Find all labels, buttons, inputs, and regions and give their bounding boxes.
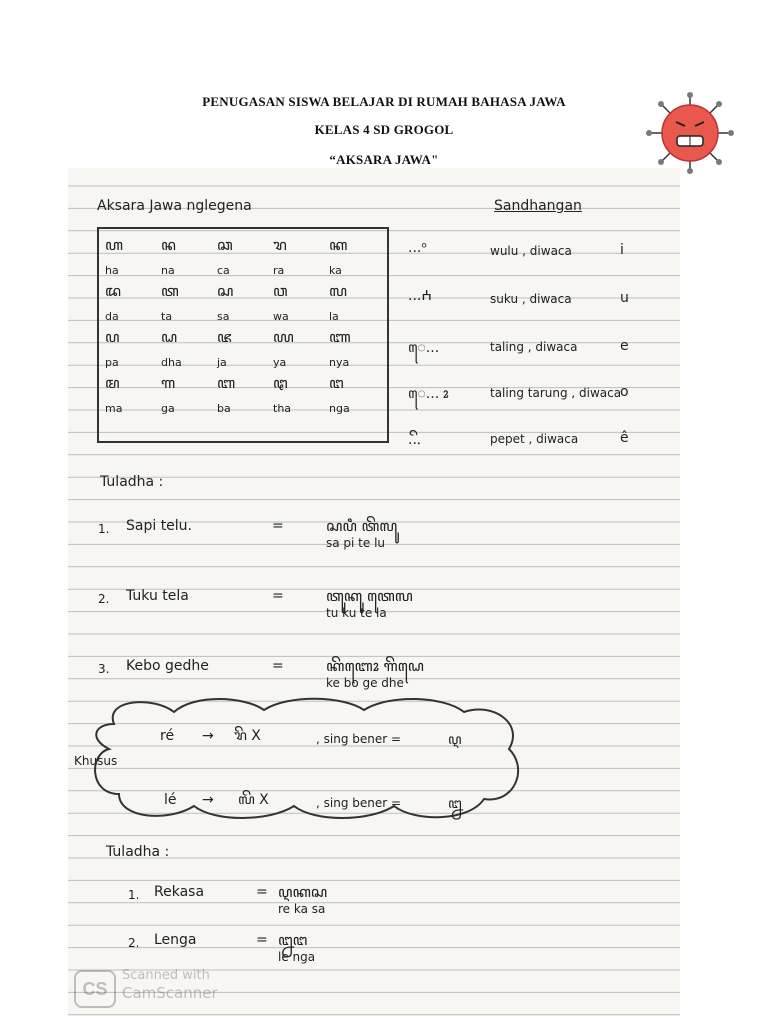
aksara-cell	[273, 325, 331, 369]
aksara-nglegena-title: Aksara Jawa nglegena	[97, 198, 252, 214]
camscanner-line-2: CamScanner	[122, 984, 218, 1002]
example-number: 2.	[98, 592, 110, 606]
example-syllables: ke bo ge dhe	[326, 676, 404, 690]
aksara-latin: ha	[105, 264, 119, 277]
aksara-cell	[161, 325, 219, 369]
example-number: 1.	[98, 522, 110, 536]
aksara-latin: ya	[273, 356, 287, 369]
example-number: 3.	[98, 662, 110, 676]
khusus-arrow-2: →	[202, 792, 214, 808]
aksara-glyph: ꦛ	[273, 374, 287, 392]
example-aksara: ꦠꦸꦏꦸ ꦠꦺꦭ	[326, 587, 413, 605]
aksara-glyph: ꦏ	[329, 236, 347, 254]
camscanner-line-1: Scanned with	[122, 968, 210, 983]
sandhangan-vowel: i	[620, 242, 624, 258]
example-aksara: ꦉꦏꦱ	[278, 883, 328, 901]
aksara-cell	[273, 371, 331, 415]
example-word: Lenga	[154, 932, 197, 948]
aksara-cell	[329, 279, 387, 323]
khusus-le-left: lé	[164, 792, 177, 808]
aksara-latin: nga	[329, 402, 350, 415]
example-word: Tuku tela	[126, 588, 189, 604]
aksara-latin: wa	[273, 310, 289, 323]
sandhangan-vowel: ê	[620, 430, 629, 446]
aksara-latin: tha	[273, 402, 292, 415]
example-equals: =	[272, 518, 284, 534]
aksara-cell	[105, 371, 163, 415]
example-equals: =	[272, 658, 284, 674]
aksara-latin: sa	[217, 310, 230, 323]
handwritten-notes-page	[68, 168, 680, 1016]
aksara-cell	[105, 279, 163, 323]
aksara-glyph: ꦫ	[273, 236, 286, 254]
aksara-cell	[217, 279, 275, 323]
sandhangan-mark: ...ᵒ	[408, 240, 428, 256]
khusus-le-wrong: ꦭꦼ X	[238, 792, 269, 808]
example-syllables: le nga	[278, 950, 316, 964]
aksara-glyph: ꦝ	[161, 328, 177, 346]
example-equals: =	[256, 884, 268, 900]
khusus-le-text: , sing bener =	[316, 796, 402, 810]
example-syllables: sa pi te lu	[326, 536, 386, 550]
sandhangan-text: taling , diwaca	[490, 340, 578, 354]
khusus-re-text: , sing bener =	[316, 732, 402, 746]
camscanner-logo-icon: CS	[74, 970, 116, 1008]
khusus-re-right: ꦉ	[448, 732, 462, 748]
aksara-glyph: ꦠ	[161, 282, 178, 300]
aksara-latin: pa	[105, 356, 119, 369]
header-line-1: PENUGASAN SISWA BELAJAR DI RUMAH BAHASA JAWA	[202, 94, 566, 109]
aksara-latin: ta	[161, 310, 173, 323]
sandhangan-mark: ꦺ...	[408, 340, 440, 356]
khusus-label: Khusus	[74, 754, 118, 768]
aksara-latin: da	[105, 310, 119, 323]
aksara-cell	[329, 325, 387, 369]
sandhangan-mark: ...ꦼ	[408, 432, 421, 448]
aksara-latin: ma	[105, 402, 123, 415]
aksara-latin: la	[329, 310, 339, 323]
example-aksara: ꦊꦔ	[278, 931, 308, 949]
aksara-glyph: ꦧ	[217, 374, 235, 392]
aksara-cell	[105, 233, 163, 277]
sandhangan-text: pepet , diwaca	[490, 432, 579, 446]
aksara-grid	[97, 227, 389, 443]
example-aksara: ꦱꦥꦶ ꦠꦼꦭꦸ	[326, 517, 398, 535]
aksara-glyph: ꦥ	[105, 328, 119, 346]
example-word: Rekasa	[154, 884, 205, 900]
example-number: 1.	[128, 888, 140, 902]
sandhangan-vowel: e	[620, 338, 629, 354]
aksara-glyph: ꦭ	[329, 282, 346, 300]
sandhangan-text: suku , diwaca	[490, 292, 572, 306]
sandhangan-title: Sandhangan	[494, 198, 582, 214]
aksara-glyph: ꦢ	[105, 282, 120, 300]
aksara-latin: ja	[217, 356, 227, 369]
aksara-cell	[329, 371, 387, 415]
aksara-latin: nya	[329, 356, 350, 369]
aksara-glyph: ꦱ	[217, 282, 233, 300]
aksara-glyph: ꦗ	[217, 328, 231, 346]
khusus-le-right: ꦊ	[448, 796, 462, 812]
aksara-cell	[217, 371, 275, 415]
example-equals: =	[256, 932, 268, 948]
aksara-glyph: ꦕ	[217, 236, 232, 254]
aksara-glyph: ꦪ	[273, 328, 293, 346]
aksara-cell	[217, 325, 275, 369]
example-number: 2.	[128, 936, 140, 950]
aksara-glyph: ꦔ	[329, 374, 343, 392]
example-syllables: tu ku te la	[326, 606, 387, 620]
virus-mascot-icon	[640, 92, 740, 174]
aksara-cell	[161, 279, 219, 323]
aksara-cell	[161, 371, 219, 415]
aksara-glyph: ꦮ	[273, 282, 287, 300]
aksara-latin: ga	[161, 402, 175, 415]
aksara-glyph: ꦚ	[329, 328, 350, 346]
aksara-glyph: ꦩ	[105, 374, 119, 392]
sandhangan-mark: ꦺ... ꦴ	[408, 386, 449, 402]
aksara-cell	[329, 233, 387, 277]
aksara-cell	[105, 325, 163, 369]
example-aksara: ꦏꦼꦧꦺꦴ ꦒꦼꦝꦺ	[326, 657, 424, 675]
example-syllables: re ka sa	[278, 902, 326, 916]
khusus-re-left: ré	[160, 728, 175, 744]
tuladha-title: Tuladha :	[100, 474, 164, 490]
aksara-glyph: ꦒ	[161, 374, 175, 392]
aksara-glyph: ꦤ	[161, 236, 175, 254]
aksara-latin: ba	[217, 402, 231, 415]
sandhangan-vowel: o	[620, 384, 629, 400]
example-equals: =	[272, 588, 284, 604]
aksara-glyph: ꦲ	[105, 236, 122, 254]
sandhangan-text: wulu , diwaca	[490, 244, 572, 258]
sandhangan-text: taling tarung , diwaca	[490, 386, 622, 400]
sandhangan-mark: ...ⵄ	[408, 288, 432, 304]
aksara-latin: ka	[329, 264, 342, 277]
aksara-cell	[217, 233, 275, 277]
aksara-latin: ra	[273, 264, 285, 277]
aksara-cell	[161, 233, 219, 277]
header-line-3: “AKSARA JAWA"	[329, 152, 439, 167]
aksara-latin: dha	[161, 356, 182, 369]
aksara-latin: ca	[217, 264, 230, 277]
example-word: Kebo gedhe	[126, 658, 209, 674]
aksara-cell	[273, 279, 331, 323]
tuladha-title-2: Tuladha :	[106, 844, 170, 860]
example-word: Sapi telu.	[126, 518, 193, 534]
header-line-2: KELAS 4 SD GROGOL	[314, 122, 454, 137]
aksara-latin: na	[161, 264, 175, 277]
khusus-re-wrong: ꦫꦼ X	[234, 728, 261, 744]
khusus-arrow-1: →	[202, 728, 214, 744]
aksara-cell	[273, 233, 331, 277]
sandhangan-vowel: u	[620, 290, 629, 306]
